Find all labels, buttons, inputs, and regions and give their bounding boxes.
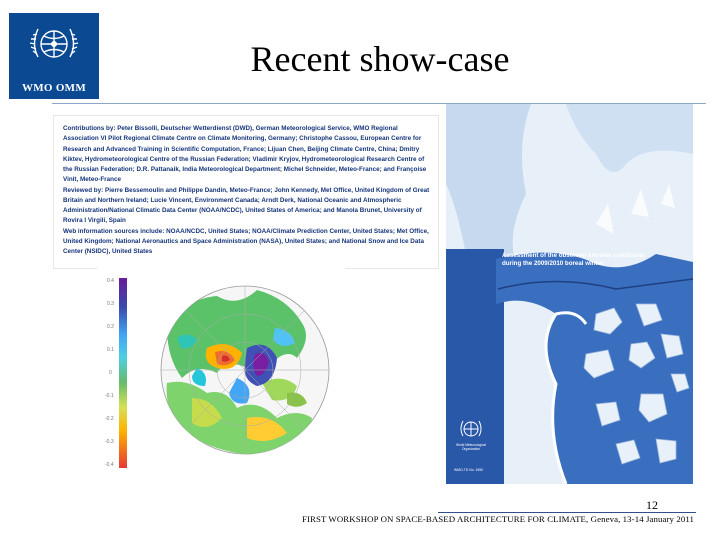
wmo-logo-text: WMO OMM	[21, 82, 87, 94]
footer-text: FIRST WORKSHOP ON SPACE-BASED ARCHITECTURE FOR CLIMATE, Geneva, 13-14 January 2011	[302, 514, 695, 524]
colorbar-tick: 0.4	[107, 278, 114, 284]
colorbar-tick: -0.2	[105, 416, 114, 422]
polar-map-graphic	[97, 268, 345, 473]
wmo-cover-logo-icon	[458, 416, 484, 442]
page-number: 12	[646, 498, 658, 512]
colorbar-tick: 0.3	[107, 301, 114, 307]
colorbar-tick: 0.1	[107, 347, 114, 353]
wmo-logo	[9, 13, 99, 99]
colorbar-tick: 0.2	[107, 324, 114, 330]
footer-divider	[438, 512, 696, 513]
cover-org-name: World Meteorological Organization	[456, 443, 486, 451]
report-contributors-text: Contributions by: Peter Bissolli, Deutscher Wetterdienst (DWD), German Meteorological Service, WMO Regional Association VI Pilot Regional Climate Centre on Climate Monitoring, Germany; Christophe Cassou, European Centre for Research and Advanced Training in Scientific Computation, France; Lijuan Chen, Beijing Climate Centre, China; Dmitry Kiktev, Hydrometeorological Centre of the Russian Federation; Vladimir Kryjov, Hydrometeorological Research Centre of the Russian Federation; D.R. Pattanaik, India Meteorological Department; Michel Schneider, Meteo-France; and Françoise Vinit, Meteo-France Reviewed by: Pierre Bessemoulin and Philippe Dandin, Meteo-France; John Kennedy, Met Office, United Kingdom of Great Britain and Northern Ireland; Lucie Vincent, Environment Canada; Arndt Derk, National Oceanic and Atmospheric Administration/National Climatic Data Center (NOAA/NCDC), United States of America; and Manola Brunet, University of Rovira I Virgili, Spain Web information sources include: NOAA/NCDC, United States; NOAA/Climate Prediction Center, United States; Met Office, United Kingdom; National Aeronautics and Space Administration (NASA), United States; and National Snow and Ice Data Center (NSIDC), United States	[63, 125, 430, 255]
colorbar-tick: -0.1	[105, 393, 114, 399]
colorbar	[119, 278, 127, 468]
report-cover	[446, 104, 693, 484]
colorbar-tick: 0	[109, 370, 112, 376]
cover-title: Assessment of the observed extreme conditions during the 2009/2010 boreal winter	[502, 252, 645, 267]
un-emblem-icon	[27, 19, 81, 75]
cover-document-number: WMO-TD No. 1550	[454, 468, 484, 472]
report-excerpt	[53, 115, 439, 269]
colorbar-tick: -0.4	[105, 462, 114, 468]
anomaly-map-figure	[97, 268, 345, 473]
colorbar-tick: -0.3	[105, 439, 114, 445]
slide-title: Recent show-case	[250, 39, 510, 79]
